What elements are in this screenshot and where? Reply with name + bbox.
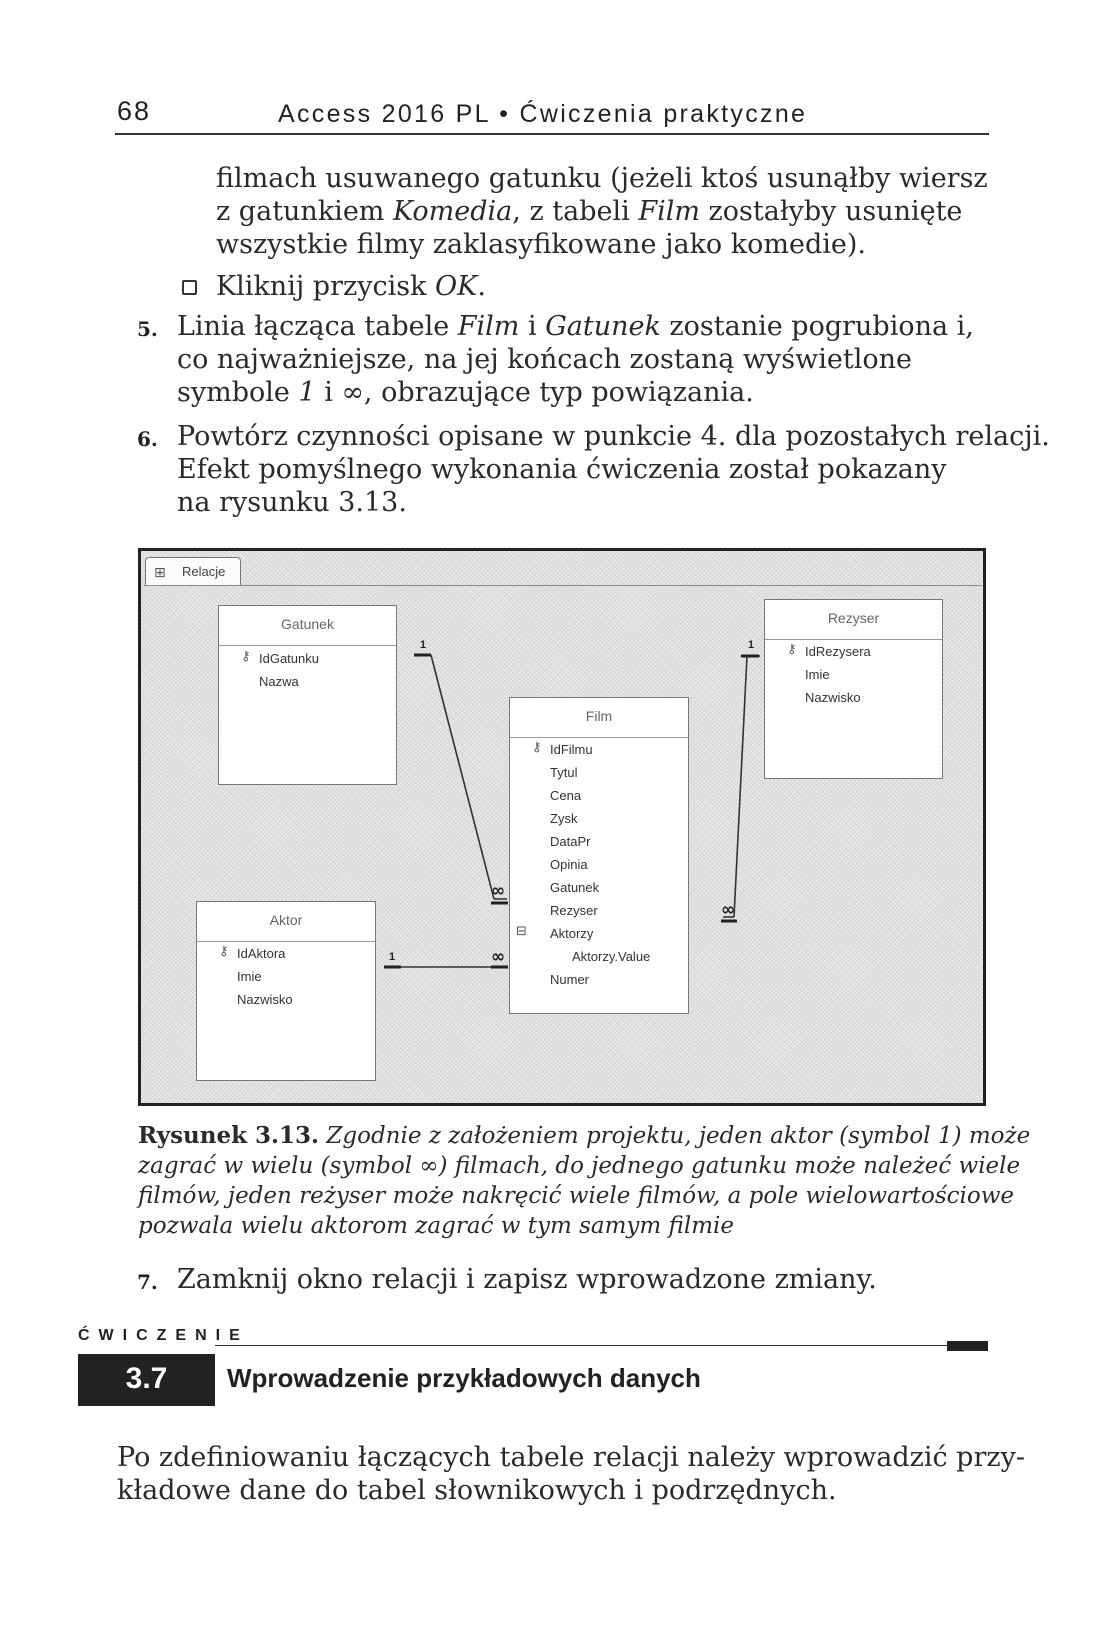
step-6-number: 6. <box>137 427 158 451</box>
page-number: 68 <box>117 96 152 126</box>
field-item[interactable]: IdFilmu <box>550 742 593 757</box>
primary-key-icon: ⚷ <box>219 944 229 959</box>
step-5-line-3: symbole 1 i ∞, obrazujące typ powiązania. <box>177 377 754 408</box>
one-symbol-rezyser: 1 <box>748 639 755 651</box>
table-title: Gatunek <box>281 616 334 632</box>
line-gatunek-film <box>431 655 494 899</box>
table-divider <box>197 941 375 942</box>
figure-caption-line-3: filmów, jeden reżyser może nakręcić wiele filmów, a pole wielowartościowe <box>138 1183 1015 1209</box>
figure-caption-line-4: pozwala wielu aktorom zagrać w tym samym filmie <box>138 1213 735 1239</box>
field-item[interactable]: Cena <box>550 788 582 803</box>
header-rule <box>115 133 989 135</box>
intro-line-2: z gatunkiem Komedia, z tabeli Film zostałyby usunięte <box>216 196 963 227</box>
primary-key-icon: ⚷ <box>241 649 251 664</box>
field-item[interactable]: Tytul <box>550 765 578 780</box>
many-symbol-aktor: ∞ <box>491 947 506 967</box>
table-aktor[interactable] <box>196 901 376 1081</box>
many-symbol-rezyser: ∞ <box>721 900 736 920</box>
exercise-number-box <box>78 1354 215 1406</box>
table-film[interactable] <box>509 697 689 1014</box>
field-item[interactable]: Opinia <box>550 857 588 872</box>
outro-line-2: kładowe dane do tabel słownikowych i podrzędnych. <box>117 1475 837 1506</box>
tab-label: Relacje <box>182 564 226 579</box>
many-symbol-gatunek: ∞ <box>491 881 506 901</box>
exercise-rule <box>215 1345 988 1346</box>
step-5-line-1: Linia łącząca tabele Film i Gatunek zostanie pogrubiona i, <box>177 311 974 342</box>
table-title: Aktor <box>269 912 303 928</box>
bullet-text: Kliknij przycisk OK. <box>216 271 486 302</box>
table-title: Rezyser <box>827 610 880 626</box>
figure-caption-line-1: Rysunek 3.13. Zgodnie z założeniem projektu, jeden aktor (symbol 1) może <box>138 1122 1031 1149</box>
step-5-number: 5. <box>137 317 158 341</box>
table-divider <box>765 639 942 640</box>
step-7-number: 7. <box>137 1270 158 1294</box>
table-gatunek[interactable] <box>218 605 397 785</box>
field-item[interactable]: Nazwisko <box>237 992 293 1007</box>
step-6-line-3: na rysunku 3.13. <box>177 487 407 518</box>
field-item[interactable]: Aktorzy <box>550 926 594 941</box>
field-item[interactable]: Imie <box>237 969 262 984</box>
exercise-title: Wprowadzenie przykładowych danych <box>227 1363 701 1393</box>
running-title: Access 2016 PL • Ćwiczenia praktyczne <box>278 100 808 128</box>
field-item[interactable]: DataPr <box>550 834 591 849</box>
field-item[interactable]: Zysk <box>550 811 578 826</box>
step-7-text: Zamknij okno relacji i zapisz wprowadzone zmiany. <box>177 1264 877 1295</box>
field-item[interactable]: Gatunek <box>550 880 600 895</box>
field-item[interactable]: Rezyser <box>550 903 598 918</box>
field-item[interactable]: IdAktora <box>237 946 286 961</box>
exercise-rule-mark <box>947 1341 988 1351</box>
field-item[interactable]: Nazwisko <box>805 690 861 705</box>
exercise-number: 3.7 <box>125 1362 168 1395</box>
primary-key-icon: ⚷ <box>532 740 542 755</box>
line-rezyser-film <box>734 656 747 917</box>
one-symbol-gatunek: 1 <box>420 639 427 651</box>
collapse-icon[interactable]: ⊟ <box>516 924 527 939</box>
table-rezyser[interactable] <box>764 599 943 779</box>
intro-line-3: wszystkie filmy zaklasyfikowane jako komedie). <box>216 229 866 260</box>
primary-key-icon: ⚷ <box>787 642 797 657</box>
field-item[interactable]: Imie <box>805 667 830 682</box>
step-5-line-2: co najważniejsze, na jej końcach zostaną wyświetlone <box>177 344 912 375</box>
table-divider <box>219 645 396 646</box>
intro-line-1: filmach usuwanego gatunku (jeżeli ktoś usunąłby wiersz <box>216 163 988 194</box>
outro-line-1: Po zdefiniowaniu łączących tabele relacji należy wprowadzić przy- <box>117 1442 1025 1473</box>
step-6-line-2: Efekt pomyślnego wykonania ćwiczenia został pokazany <box>177 454 947 485</box>
step-6-line-1: Powtórz czynności opisane w punkcie 4. dla pozostałych relacji. <box>177 421 1050 452</box>
relationships-screenshot <box>138 548 986 1106</box>
exercise-label: ĆWICZENIE <box>78 1327 249 1344</box>
one-symbol-aktor: 1 <box>389 951 396 963</box>
figure-caption-line-2: zagrać w wielu (symbol ∞) filmach, do jednego gatunku może należeć wiele <box>138 1153 1021 1179</box>
relationships-icon: ⊞ <box>154 565 166 581</box>
checkbox-bullet-icon <box>182 280 197 295</box>
field-item[interactable]: Aktorzy.Value <box>572 949 651 964</box>
table-title: Film <box>585 708 613 724</box>
field-item[interactable]: Nazwa <box>259 674 299 689</box>
field-item[interactable]: Numer <box>550 972 590 987</box>
field-item[interactable]: IdGatunku <box>259 651 319 666</box>
field-item[interactable]: IdRezysera <box>805 644 871 659</box>
table-divider <box>510 737 688 738</box>
